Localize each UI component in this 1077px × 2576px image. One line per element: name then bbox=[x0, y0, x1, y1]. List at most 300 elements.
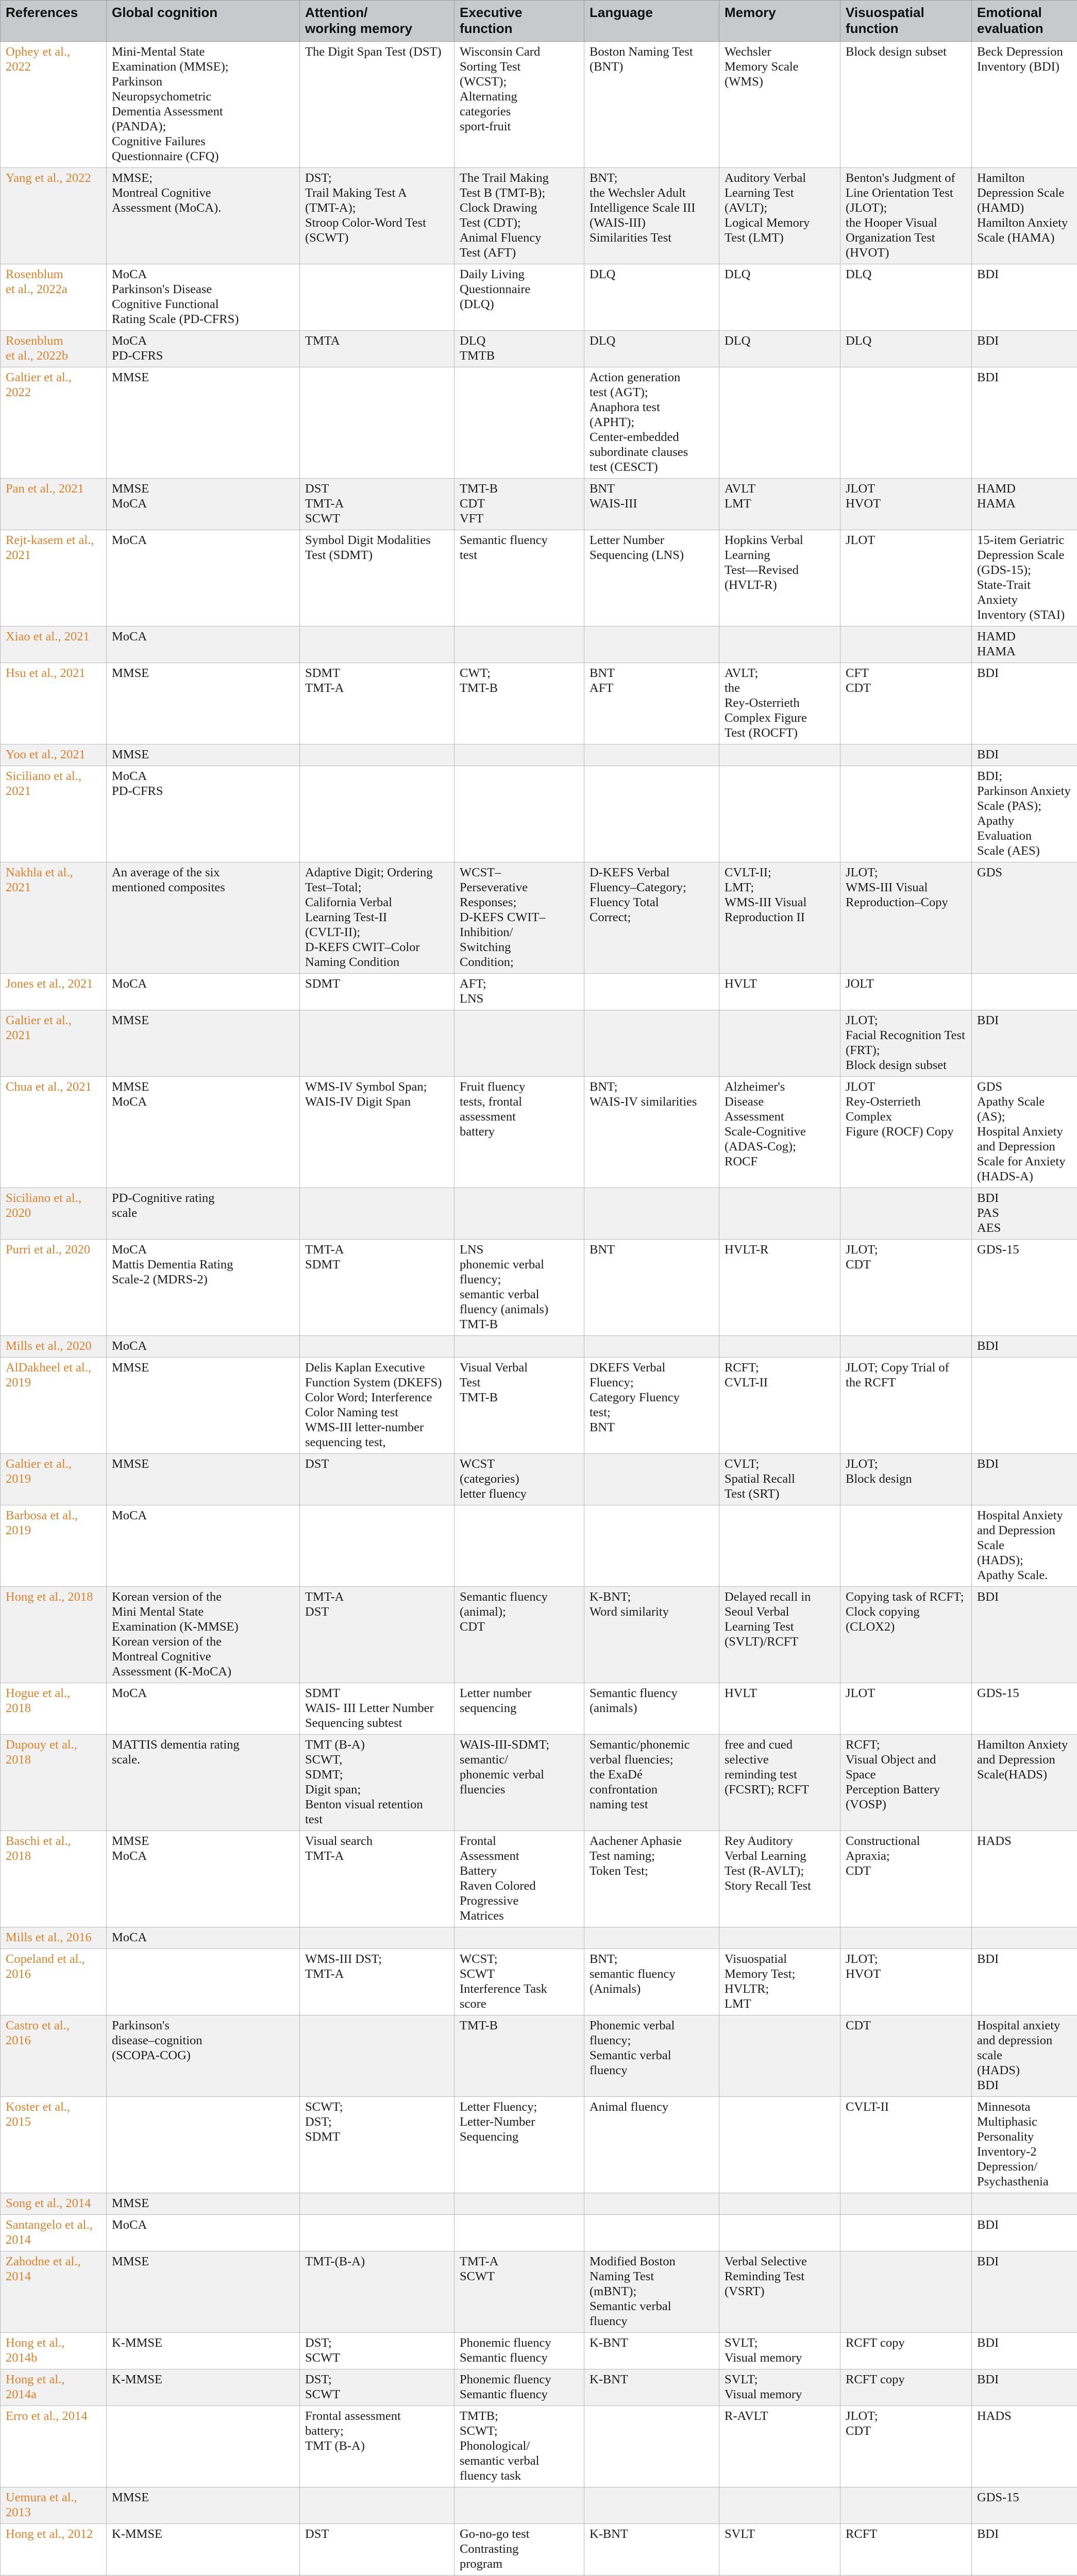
cell-global-cognition: Mini-Mental State Examination (MMSE); Parkinson Neuropsychometric Dementia Assessment (PANDA); Cognitive Failures Questionnaire (CFQ) bbox=[107, 42, 300, 168]
cell-language: BNT WAIS-III bbox=[584, 479, 719, 530]
table-row bbox=[1, 663, 1077, 744]
cell-emotional-evaluation bbox=[972, 1927, 1077, 1949]
cell-memory bbox=[719, 2215, 840, 2251]
cell-executive-function: WAIS-III-SDMT; semantic/ phonemic verbal fluencies bbox=[455, 1735, 584, 1831]
cell-emotional-evaluation: Hospital Anxiety and Depression Scale (HADS); Apathy Scale. bbox=[972, 1505, 1077, 1587]
cell-attention: SDMT WAIS- III Letter Number Sequencing subtest bbox=[300, 1683, 455, 1735]
cell-executive-function bbox=[455, 766, 584, 862]
cell-memory bbox=[719, 2097, 840, 2193]
cell-visuospatial bbox=[840, 367, 972, 479]
cell-language: Letter Number Sequencing (LNS) bbox=[584, 530, 719, 626]
cell-executive-function: Semantic fluency test bbox=[455, 530, 584, 626]
cell-attention: Frontal assessment battery; TMT (B-A) bbox=[300, 2406, 455, 2487]
cell-executive-function: TMT-B bbox=[455, 2015, 584, 2097]
cell-language: BNT; WAIS-IV similarities bbox=[584, 1077, 719, 1188]
table-row bbox=[1, 168, 1077, 264]
cell-visuospatial bbox=[840, 2251, 972, 2333]
cell-attention: DST bbox=[300, 2524, 455, 2575]
cell-memory: Delayed recall in Seoul Verbal Learning Test (SVLT)/RCFT bbox=[719, 1587, 840, 1683]
header-global-cognition: Global cognition bbox=[107, 1, 300, 42]
cell-emotional-evaluation: BDI bbox=[972, 1454, 1077, 1505]
cell-reference[interactable]: Hong et al., 2012 bbox=[1, 2524, 107, 2575]
cell-language: DLQ bbox=[584, 264, 719, 331]
cell-reference[interactable]: Xiao et al., 2021 bbox=[1, 626, 107, 663]
cell-memory: HVLT-R bbox=[719, 1240, 840, 1336]
cell-global-cognition: MoCA bbox=[107, 1927, 300, 1949]
cell-global-cognition: MoCA bbox=[107, 626, 300, 663]
cell-reference[interactable]: Hogue et al., 2018 bbox=[1, 1683, 107, 1735]
cell-visuospatial: JOLT bbox=[840, 974, 972, 1010]
cell-reference[interactable]: Jones et al., 2021 bbox=[1, 974, 107, 1010]
cell-memory: Verbal Selective Reminding Test (VSRT) bbox=[719, 2251, 840, 2333]
cell-emotional-evaluation: HAMD HAMA bbox=[972, 479, 1077, 530]
cell-memory bbox=[719, 1010, 840, 1077]
cell-reference[interactable]: Yang et al., 2022 bbox=[1, 168, 107, 264]
cell-emotional-evaluation: BDI bbox=[972, 2333, 1077, 2369]
cell-attention bbox=[300, 367, 455, 479]
table-row bbox=[1, 530, 1077, 626]
cell-memory bbox=[719, 367, 840, 479]
table-row bbox=[1, 1949, 1077, 2015]
cell-reference[interactable]: Baschi et al., 2018 bbox=[1, 1831, 107, 1927]
cell-visuospatial: JLOT; Facial Recognition Test (FRT); Block design subset bbox=[840, 1010, 972, 1077]
cell-language: Phonemic verbal fluency; Semantic verbal fluency bbox=[584, 2015, 719, 2097]
cell-emotional-evaluation: Beck Depression Inventory (BDI) bbox=[972, 42, 1077, 168]
cell-language bbox=[584, 1010, 719, 1077]
cell-global-cognition: MoCA Mattis Dementia Rating Scale-2 (MDRS-2) bbox=[107, 1240, 300, 1336]
cell-visuospatial: JLOT bbox=[840, 530, 972, 626]
cell-memory: free and cued selective reminding test (FCSRT); RCFT bbox=[719, 1735, 840, 1831]
cell-global-cognition: MoCA bbox=[107, 1505, 300, 1587]
cell-visuospatial: Copying task of RCFT; Clock copying (CLOX2) bbox=[840, 1587, 972, 1683]
cell-visuospatial: Benton's Judgment of Line Orientation Test (JLOT); the Hooper Visual Organization Test (HVOT) bbox=[840, 168, 972, 264]
cell-emotional-evaluation: GDS-15 bbox=[972, 2487, 1077, 2524]
cell-memory bbox=[719, 766, 840, 862]
cell-global-cognition: MMSE bbox=[107, 367, 300, 479]
cell-reference[interactable]: Rejt-kasem et al., 2021 bbox=[1, 530, 107, 626]
cell-global-cognition: MMSE bbox=[107, 663, 300, 744]
table-row bbox=[1, 2097, 1077, 2193]
cell-language: DLQ bbox=[584, 331, 719, 367]
cell-language: BNT; semantic fluency (Animals) bbox=[584, 1949, 719, 2015]
cell-attention: TMTA bbox=[300, 331, 455, 367]
cell-language bbox=[584, 2406, 719, 2487]
cell-global-cognition: K-MMSE bbox=[107, 2524, 300, 2575]
cell-executive-function: Letter Fluency; Letter-Number Sequencing bbox=[455, 2097, 584, 2193]
cell-executive-function: The Trail Making Test B (TMT-B); Clock Drawing Test (CDT); Animal Fluency Test (AFT) bbox=[455, 168, 584, 264]
cell-reference[interactable]: Mills et al., 2020 bbox=[1, 1336, 107, 1358]
cell-visuospatial: RCFT copy bbox=[840, 2333, 972, 2369]
cell-executive-function bbox=[455, 2193, 584, 2215]
cell-emotional-evaluation bbox=[972, 2193, 1077, 2215]
cell-language bbox=[584, 626, 719, 663]
cell-attention: Delis Kaplan Executive Function System (DKEFS) Color Word; Interference Color Naming test WMS-III letter-number sequencing test, bbox=[300, 1358, 455, 1454]
cell-reference[interactable]: Copeland et al., 2016 bbox=[1, 1949, 107, 2015]
cell-visuospatial: DLQ bbox=[840, 264, 972, 331]
table-header bbox=[1, 1, 1077, 42]
cell-executive-function bbox=[455, 1010, 584, 1077]
cell-emotional-evaluation: HADS bbox=[972, 1831, 1077, 1927]
cell-memory bbox=[719, 1336, 840, 1358]
cell-memory: Auditory Verbal Learning Test (AVLT); Logical Memory Test (LMT) bbox=[719, 168, 840, 264]
cell-emotional-evaluation bbox=[972, 1358, 1077, 1454]
cell-executive-function: Wisconsin Card Sorting Test (WCST); Alternating categories sport-fruit bbox=[455, 42, 584, 168]
cell-reference[interactable]: Siciliano et al., 2020 bbox=[1, 1188, 107, 1240]
cell-reference[interactable]: Yoo et al., 2021 bbox=[1, 744, 107, 766]
cell-visuospatial bbox=[840, 1927, 972, 1949]
cell-memory bbox=[719, 2015, 840, 2097]
cell-reference[interactable]: Nakhla et al., 2021 bbox=[1, 862, 107, 974]
table-row bbox=[1, 331, 1077, 367]
cell-visuospatial bbox=[840, 626, 972, 663]
cell-emotional-evaluation: BDI bbox=[972, 264, 1077, 331]
cell-language: K-BNT bbox=[584, 2524, 719, 2575]
cell-global-cognition: MMSE MoCA bbox=[107, 1077, 300, 1188]
cell-reference[interactable]: Zahodne et al., 2014 bbox=[1, 2251, 107, 2333]
cell-global-cognition: MoCA bbox=[107, 530, 300, 626]
cell-reference[interactable]: Galtier et al., 2022 bbox=[1, 367, 107, 479]
cell-memory: HVLT bbox=[719, 1683, 840, 1735]
cell-executive-function: Fruit fluency tests, frontal assessment battery bbox=[455, 1077, 584, 1188]
cell-executive-function: DLQ TMTB bbox=[455, 331, 584, 367]
cell-global-cognition: MMSE bbox=[107, 744, 300, 766]
cell-language bbox=[584, 974, 719, 1010]
table-row bbox=[1, 974, 1077, 1010]
cell-attention: TMT (B-A) SCWT, SDMT; Digit span; Benton visual retention test bbox=[300, 1735, 455, 1831]
table-row bbox=[1, 1587, 1077, 1683]
cell-language: Modified Boston Naming Test (mBNT); Semantic verbal fluency bbox=[584, 2251, 719, 2333]
cell-emotional-evaluation: BDI bbox=[972, 1010, 1077, 1077]
cell-visuospatial: Constructional Apraxia; CDT bbox=[840, 1831, 972, 1927]
cell-executive-function: WCST– Perseverative Responses; D-KEFS CWIT– Inhibition/ Switching Condition; bbox=[455, 862, 584, 974]
cell-attention: WMS-III DST; TMT-A bbox=[300, 1949, 455, 2015]
cell-emotional-evaluation: BDI bbox=[972, 331, 1077, 367]
cell-executive-function: WCST (categories) letter fluency bbox=[455, 1454, 584, 1505]
cell-global-cognition: MMSE bbox=[107, 1454, 300, 1505]
cell-visuospatial: CFT CDT bbox=[840, 663, 972, 744]
cell-memory: Visuospatial Memory Test; HVLTR; LMT bbox=[719, 1949, 840, 2015]
cell-executive-function: WCST; SCWT Interference Task score bbox=[455, 1949, 584, 2015]
cell-visuospatial: JLOT; HVOT bbox=[840, 1949, 972, 2015]
cell-language bbox=[584, 1454, 719, 1505]
cell-attention: SCWT; DST; SDMT bbox=[300, 2097, 455, 2193]
cell-executive-function: Daily Living Questionnaire (DLQ) bbox=[455, 264, 584, 331]
cell-reference[interactable]: Chua et al., 2021 bbox=[1, 1077, 107, 1188]
cell-memory: SVLT; Visual memory bbox=[719, 2369, 840, 2406]
cell-global-cognition: MMSE bbox=[107, 2193, 300, 2215]
cell-visuospatial: JLOT; CDT bbox=[840, 2406, 972, 2487]
cell-emotional-evaluation: BDI bbox=[972, 2251, 1077, 2333]
cell-executive-function: Letter number sequencing bbox=[455, 1683, 584, 1735]
cell-emotional-evaluation: Hamilton Depression Scale (HAMD) Hamilton Anxiety Scale (HAMA) bbox=[972, 168, 1077, 264]
cell-executive-function bbox=[455, 2215, 584, 2251]
cell-attention bbox=[300, 1927, 455, 1949]
cell-reference[interactable]: Castro et al., 2016 bbox=[1, 2015, 107, 2097]
cell-global-cognition: MoCA bbox=[107, 974, 300, 1010]
cell-attention bbox=[300, 744, 455, 766]
cell-attention: DST TMT-A SCWT bbox=[300, 479, 455, 530]
cell-emotional-evaluation: BDI; Parkinson Anxiety Scale (PAS); Apathy Evaluation Scale (AES) bbox=[972, 766, 1077, 862]
cell-reference[interactable]: Koster et al., 2015 bbox=[1, 2097, 107, 2193]
cell-global-cognition: MMSE bbox=[107, 2487, 300, 2524]
cell-reference[interactable]: Galtier et al., 2019 bbox=[1, 1454, 107, 1505]
cell-global-cognition: MoCA PD-CFRS bbox=[107, 331, 300, 367]
table-row bbox=[1, 1505, 1077, 1587]
cell-emotional-evaluation: BDI bbox=[972, 2215, 1077, 2251]
cell-reference[interactable]: Hsu et al., 2021 bbox=[1, 663, 107, 744]
cell-executive-function: Phonemic fluency Semantic fluency bbox=[455, 2333, 584, 2369]
table-row bbox=[1, 2015, 1077, 2097]
cell-memory: DLQ bbox=[719, 264, 840, 331]
cell-memory bbox=[719, 744, 840, 766]
cell-visuospatial: JLOT bbox=[840, 1683, 972, 1735]
cell-visuospatial: JLOT Rey-Osterrieth Complex Figure (ROCF) Copy bbox=[840, 1077, 972, 1188]
cell-visuospatial bbox=[840, 2193, 972, 2215]
cell-visuospatial: Block design subset bbox=[840, 42, 972, 168]
cell-visuospatial bbox=[840, 766, 972, 862]
cell-attention bbox=[300, 1336, 455, 1358]
cell-reference[interactable]: Santangelo et al., 2014 bbox=[1, 2215, 107, 2251]
cell-executive-function: Go-no-go test Contrasting program bbox=[455, 2524, 584, 2575]
cell-memory: Rey Auditory Verbal Learning Test (R-AVLT); Story Recall Test bbox=[719, 1831, 840, 1927]
cell-memory: R-AVLT bbox=[719, 2406, 840, 2487]
cell-visuospatial bbox=[840, 744, 972, 766]
cell-global-cognition: MMSE MoCA bbox=[107, 479, 300, 530]
header-emotional-evaluation: Emotional evaluation bbox=[972, 1, 1077, 42]
table-row bbox=[1, 2369, 1077, 2406]
cell-memory: RCFT; CVLT-II bbox=[719, 1358, 840, 1454]
cell-executive-function: AFT; LNS bbox=[455, 974, 584, 1010]
table-row bbox=[1, 2333, 1077, 2369]
cell-attention: DST; SCWT bbox=[300, 2333, 455, 2369]
table-row bbox=[1, 2251, 1077, 2333]
cell-reference[interactable]: Hong et al., 2014b bbox=[1, 2333, 107, 2369]
cell-language: Aachener Aphasie Test naming; Token Test; bbox=[584, 1831, 719, 1927]
cell-attention: DST; Trail Making Test A (TMT-A); Stroop Color-Word Test (SCWT) bbox=[300, 168, 455, 264]
table-row bbox=[1, 862, 1077, 974]
header-executive-function: Executive function bbox=[455, 1, 584, 42]
cell-attention: DST bbox=[300, 1454, 455, 1505]
cell-language: D-KEFS Verbal Fluency–Category; Fluency Total Correct; bbox=[584, 862, 719, 974]
header-visuospatial-function: Visuospatial function bbox=[840, 1, 972, 42]
cell-visuospatial bbox=[840, 1505, 972, 1587]
cell-attention: Visual search TMT-A bbox=[300, 1831, 455, 1927]
table-row bbox=[1, 2406, 1077, 2487]
table-row bbox=[1, 1831, 1077, 1927]
cell-language: Boston Naming Test (BNT) bbox=[584, 42, 719, 168]
cell-global-cognition: K-MMSE bbox=[107, 2333, 300, 2369]
cell-language bbox=[584, 2487, 719, 2524]
cell-language: Semantic/phonemic verbal fluencies; the ExaDé confrontation naming test bbox=[584, 1735, 719, 1831]
cell-attention bbox=[300, 2215, 455, 2251]
cell-memory: Alzheimer's Disease Assessment Scale-Cognitive (ADAS-Cog); ROCF bbox=[719, 1077, 840, 1188]
cell-emotional-evaluation: GDS-15 bbox=[972, 1240, 1077, 1336]
header-language: Language bbox=[584, 1, 719, 42]
cell-global-cognition: MoCA bbox=[107, 1683, 300, 1735]
cell-attention: SDMT TMT-A bbox=[300, 663, 455, 744]
cell-reference[interactable]: Mills et al., 2016 bbox=[1, 1927, 107, 1949]
cell-visuospatial bbox=[840, 1336, 972, 1358]
cell-language bbox=[584, 2215, 719, 2251]
cell-memory: AVLT; the Rey-Osterrieth Complex Figure Test (ROCFT) bbox=[719, 663, 840, 744]
cell-emotional-evaluation: GDS-15 bbox=[972, 1683, 1077, 1735]
table-row bbox=[1, 744, 1077, 766]
cell-global-cognition: MoCA PD-CFRS bbox=[107, 766, 300, 862]
cell-global-cognition: An average of the six mentioned composites bbox=[107, 862, 300, 974]
cell-visuospatial: CVLT-II bbox=[840, 2097, 972, 2193]
header-row bbox=[1, 1, 1077, 42]
cell-executive-function: LNS phonemic verbal fluency; semantic verbal fluency (animals) TMT-B bbox=[455, 1240, 584, 1336]
cell-language: BNT; the Wechsler Adult Intelligence Scale III (WAIS-III) Similarities Test bbox=[584, 168, 719, 264]
cell-reference[interactable]: Barbosa et al., 2019 bbox=[1, 1505, 107, 1587]
table-body bbox=[1, 42, 1077, 2576]
cell-visuospatial bbox=[840, 2215, 972, 2251]
table-row bbox=[1, 2215, 1077, 2251]
cell-emotional-evaluation: Hospital anxiety and depression scale (HADS) BDI bbox=[972, 2015, 1077, 2097]
cell-global-cognition: MMSE bbox=[107, 1010, 300, 1077]
cell-memory bbox=[719, 1505, 840, 1587]
cell-executive-function: CWT; TMT-B bbox=[455, 663, 584, 744]
cell-global-cognition: MMSE MoCA bbox=[107, 1831, 300, 1927]
cell-emotional-evaluation: GDS bbox=[972, 862, 1077, 974]
cell-reference[interactable]: Erro et al., 2014 bbox=[1, 2406, 107, 2487]
cell-reference[interactable]: Purri et al., 2020 bbox=[1, 1240, 107, 1336]
cell-attention bbox=[300, 264, 455, 331]
table-row bbox=[1, 1454, 1077, 1505]
cell-attention: SDMT bbox=[300, 974, 455, 1010]
cell-executive-function: TMT-A SCWT bbox=[455, 2251, 584, 2333]
cell-emotional-evaluation: BDI bbox=[972, 1336, 1077, 1358]
cell-memory: CVLT; Spatial Recall Test (SRT) bbox=[719, 1454, 840, 1505]
cell-reference[interactable]: Rosenblum et al., 2022a bbox=[1, 264, 107, 331]
cell-visuospatial: DLQ bbox=[840, 331, 972, 367]
cell-emotional-evaluation: HAMD HAMA bbox=[972, 626, 1077, 663]
cell-memory: DLQ bbox=[719, 331, 840, 367]
cell-emotional-evaluation: BDI bbox=[972, 744, 1077, 766]
cell-executive-function: Frontal Assessment Battery Raven Colored Progressive Matrices bbox=[455, 1831, 584, 1927]
table-row bbox=[1, 264, 1077, 331]
cell-attention bbox=[300, 1188, 455, 1240]
table-row bbox=[1, 2193, 1077, 2215]
cell-memory bbox=[719, 2193, 840, 2215]
cell-emotional-evaluation: Hamilton Anxiety and Depression Scale(HADS) bbox=[972, 1735, 1077, 1831]
cell-memory: Hopkins Verbal Learning Test—Revised (HVLT-R) bbox=[719, 530, 840, 626]
table-row bbox=[1, 479, 1077, 530]
cell-reference[interactable]: AlDakheel et al., 2019 bbox=[1, 1358, 107, 1454]
cell-global-cognition: Korean version of the Mini Mental State Examination (K-MMSE) Korean version of the Montreal Cognitive Assessment (K-MoCA) bbox=[107, 1587, 300, 1683]
cell-visuospatial bbox=[840, 2487, 972, 2524]
cell-memory bbox=[719, 626, 840, 663]
cell-visuospatial: JLOT; WMS-III Visual Reproduction–Copy bbox=[840, 862, 972, 974]
table-row bbox=[1, 42, 1077, 168]
cell-global-cognition bbox=[107, 2406, 300, 2487]
cell-global-cognition bbox=[107, 1949, 300, 2015]
cell-attention: TMT-A SDMT bbox=[300, 1240, 455, 1336]
cell-attention bbox=[300, 2193, 455, 2215]
cell-attention: The Digit Span Test (DST) bbox=[300, 42, 455, 168]
table-row bbox=[1, 1010, 1077, 1077]
cell-memory: SVLT bbox=[719, 2524, 840, 2575]
cell-executive-function: TMTB; SCWT; Phonological/ semantic verbal fluency task bbox=[455, 2406, 584, 2487]
cell-visuospatial: JLOT; Block design bbox=[840, 1454, 972, 1505]
cell-global-cognition: MoCA Parkinson's Disease Cognitive Functional Rating Scale (PD-CFRS) bbox=[107, 264, 300, 331]
cell-global-cognition: MMSE; Montreal Cognitive Assessment (MoCA). bbox=[107, 168, 300, 264]
cell-executive-function bbox=[455, 1505, 584, 1587]
cell-visuospatial bbox=[840, 1188, 972, 1240]
cell-memory bbox=[719, 1188, 840, 1240]
cell-reference[interactable]: Song et al., 2014 bbox=[1, 2193, 107, 2215]
cell-language: Semantic fluency (animals) bbox=[584, 1683, 719, 1735]
cell-attention bbox=[300, 1505, 455, 1587]
cell-emotional-evaluation: BDI bbox=[972, 2369, 1077, 2406]
cell-language: K-BNT; Word similarity bbox=[584, 1587, 719, 1683]
cell-language bbox=[584, 1336, 719, 1358]
cell-language bbox=[584, 744, 719, 766]
cell-reference[interactable]: Hong et al., 2018 bbox=[1, 1587, 107, 1683]
cell-executive-function bbox=[455, 367, 584, 479]
cell-language: K-BNT bbox=[584, 2333, 719, 2369]
cell-language bbox=[584, 766, 719, 862]
cell-emotional-evaluation: BDI bbox=[972, 367, 1077, 479]
cell-reference[interactable]: Ophey et al., 2022 bbox=[1, 42, 107, 168]
cell-visuospatial: RCFT bbox=[840, 2524, 972, 2575]
cell-reference[interactable]: Pan et al., 2021 bbox=[1, 479, 107, 530]
cell-global-cognition bbox=[107, 2097, 300, 2193]
cell-reference[interactable]: Uemura et al., 2013 bbox=[1, 2487, 107, 2524]
cell-emotional-evaluation: 15-item Geriatric Depression Scale (GDS-15); State-Trait Anxiety Inventory (STAI) bbox=[972, 530, 1077, 626]
cell-emotional-evaluation: BDI bbox=[972, 2524, 1077, 2575]
cell-reference[interactable]: Hong et al., 2014a bbox=[1, 2369, 107, 2406]
cell-memory bbox=[719, 2487, 840, 2524]
cell-memory bbox=[719, 1927, 840, 1949]
cell-attention: TMT-(B-A) bbox=[300, 2251, 455, 2333]
cell-global-cognition: PD-Cognitive rating scale bbox=[107, 1188, 300, 1240]
cell-attention bbox=[300, 626, 455, 663]
cell-reference[interactable]: Siciliano et al., 2021 bbox=[1, 766, 107, 862]
cell-reference[interactable]: Galtier et al., 2021 bbox=[1, 1010, 107, 1077]
table-row bbox=[1, 1336, 1077, 1358]
cell-executive-function: Semantic fluency (animal); CDT bbox=[455, 1587, 584, 1683]
table-row bbox=[1, 1240, 1077, 1336]
cell-executive-function: Visual Verbal Test TMT-B bbox=[455, 1358, 584, 1454]
cell-language bbox=[584, 1188, 719, 1240]
cell-executive-function: Phonemic fluency Semantic fluency bbox=[455, 2369, 584, 2406]
cell-attention: TMT-A DST bbox=[300, 1587, 455, 1683]
table-row bbox=[1, 1927, 1077, 1949]
cell-language: Action generation test (AGT); Anaphora test (APHT); Center-embedded subordinate clauses test (CESCT) bbox=[584, 367, 719, 479]
cell-executive-function bbox=[455, 2487, 584, 2524]
cell-reference[interactable]: Dupouy et al., 2018 bbox=[1, 1735, 107, 1831]
header-references: References bbox=[1, 1, 107, 42]
cell-reference[interactable]: Rosenblum et al., 2022b bbox=[1, 331, 107, 367]
cell-emotional-evaluation: BDI PAS AES bbox=[972, 1188, 1077, 1240]
table-row bbox=[1, 1683, 1077, 1735]
cell-memory: Wechsler Memory Scale (WMS) bbox=[719, 42, 840, 168]
table-row bbox=[1, 1188, 1077, 1240]
cell-visuospatial: RCFT; Visual Object and Space Perception Battery (VOSP) bbox=[840, 1735, 972, 1831]
cell-visuospatial: CDT bbox=[840, 2015, 972, 2097]
cell-executive-function bbox=[455, 1188, 584, 1240]
cell-emotional-evaluation: HADS bbox=[972, 2406, 1077, 2487]
cell-emotional-evaluation: Minnesota Multiphasic Personality Inventory-2 Depression/ Psychasthenia bbox=[972, 2097, 1077, 2193]
cell-language: DKEFS Verbal Fluency; Category Fluency test; BNT bbox=[584, 1358, 719, 1454]
cell-global-cognition: MATTIS dementia rating scale. bbox=[107, 1735, 300, 1831]
cell-language bbox=[584, 1505, 719, 1587]
cell-attention: Adaptive Digit; Ordering Test–Total; California Verbal Learning Test-II (CVLT-II); D-KEFS CWIT–Color Naming Condition bbox=[300, 862, 455, 974]
table-row bbox=[1, 626, 1077, 663]
cell-executive-function bbox=[455, 1927, 584, 1949]
cell-emotional-evaluation: BDI bbox=[972, 1587, 1077, 1683]
